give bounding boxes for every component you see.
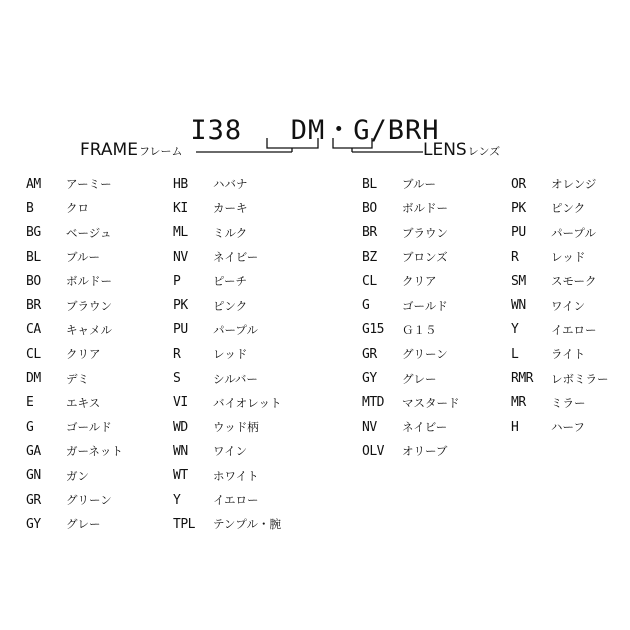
color-code-row [173, 196, 282, 220]
color-name: マスタード [402, 395, 460, 410]
color-code: AM [26, 176, 41, 192]
color-code-row [511, 366, 609, 390]
color-name: グレー [66, 517, 101, 532]
color-name: ブラウン [66, 298, 112, 313]
color-code-row [26, 318, 123, 342]
color-name: ボルドー [66, 274, 112, 289]
color-code: WN [511, 298, 526, 314]
color-code-row [362, 342, 460, 366]
color-name: レボミラー [551, 371, 609, 386]
color-name: ネイビー [402, 420, 448, 435]
color-code-row [173, 488, 282, 512]
color-code: GY [26, 516, 41, 532]
color-name: テンプル・腕 [213, 517, 281, 532]
color-code-row [362, 172, 460, 196]
color-code-row [173, 245, 282, 269]
color-code-row [173, 439, 282, 463]
color-code: BZ [362, 249, 377, 265]
color-code-row [173, 366, 282, 390]
color-code-row [362, 415, 460, 439]
color-code: CA [26, 322, 41, 338]
color-code: Y [511, 322, 519, 338]
lens-label: LENSレンズ [423, 140, 501, 160]
color-name: エキス [66, 395, 101, 410]
color-code: L [511, 346, 519, 362]
color-code-row [511, 415, 609, 439]
color-name: オレンジ [551, 177, 597, 192]
color-code: KI [173, 200, 188, 216]
color-code-row [362, 245, 460, 269]
lens-code: BRH [387, 115, 440, 146]
color-code: OR [511, 176, 526, 192]
color-name: ピンク [213, 298, 248, 313]
color-name: イエロー [551, 322, 597, 337]
color-name: ブルー [66, 250, 101, 265]
lens-colors-list-2 [511, 172, 609, 439]
color-name: パープル [213, 322, 258, 337]
color-code-row [362, 439, 460, 463]
color-code-row [26, 293, 123, 317]
color-code: MTD [362, 395, 384, 411]
color-name: クリア [402, 274, 437, 289]
color-code-row [362, 293, 460, 317]
color-name: カーキ [213, 201, 248, 216]
color-code: VI [173, 395, 188, 411]
color-name: ゴールド [66, 420, 112, 435]
color-code: G [26, 419, 34, 435]
color-name: デミ [66, 371, 89, 386]
color-code: Y [173, 492, 181, 508]
color-code: G [362, 298, 370, 314]
color-name: ワイン [213, 444, 248, 459]
color-code: WT [173, 468, 188, 484]
color-code: ML [173, 225, 188, 241]
color-code-row [511, 342, 609, 366]
color-code-row [26, 391, 123, 415]
color-code-row [26, 366, 123, 390]
color-name: シルバー [213, 371, 258, 386]
color-name: クロ [66, 201, 89, 216]
color-code: RMR [511, 371, 533, 387]
color-code: BR [362, 225, 377, 241]
color-name: ピーチ [213, 274, 248, 289]
color-code-row [26, 245, 123, 269]
color-code-row [26, 221, 123, 245]
color-name: オリーブ [402, 444, 448, 459]
color-name: ゴールド [402, 298, 448, 313]
color-code-row [173, 172, 282, 196]
color-name: キャメル [66, 322, 112, 337]
color-name: レッド [551, 250, 586, 265]
color-code-row [511, 293, 609, 317]
color-name: ミラー [551, 395, 586, 410]
color-code-row [26, 488, 123, 512]
model-number: I38 [190, 115, 243, 146]
color-code-row [362, 366, 460, 390]
color-name: ガーネット [66, 444, 123, 459]
color-code: CL [26, 346, 41, 362]
color-code-row [173, 391, 282, 415]
color-name: ピンク [551, 201, 586, 216]
color-code: TPL [173, 516, 195, 532]
color-name: ハーフ [551, 420, 585, 435]
color-name: グリーン [402, 347, 448, 362]
color-name: ブラウン [402, 225, 448, 240]
color-code-row [26, 512, 123, 536]
frame-label: FRAMEフレーム [80, 140, 183, 160]
color-code: WN [173, 443, 188, 459]
color-name: ライト [551, 347, 586, 362]
color-code: NV [173, 249, 188, 265]
color-code-row [173, 318, 282, 342]
color-code-row [26, 342, 123, 366]
color-code: GR [26, 492, 41, 508]
color-name: Ｇ１５ [402, 322, 437, 337]
frame-colors-list-2 [173, 172, 282, 536]
color-code: PU [173, 322, 188, 338]
color-name: ハバナ [213, 177, 248, 192]
color-name: グリーン [66, 493, 112, 507]
color-code: R [511, 249, 519, 265]
color-name: バイオレット [213, 395, 282, 410]
color-code-row [173, 342, 282, 366]
color-code: BG [26, 225, 41, 241]
color-name: ブロンズ [402, 250, 448, 265]
color-code: HB [173, 176, 188, 192]
color-code: WD [173, 419, 188, 435]
frame-code: DM・G [290, 115, 371, 146]
color-code-row [511, 318, 609, 342]
color-name: アーミー [66, 177, 112, 192]
color-code-row [362, 221, 460, 245]
color-name: パープル [551, 225, 596, 240]
color-code: GN [26, 468, 41, 484]
color-name: クリア [66, 347, 101, 362]
code-separator: / [370, 115, 388, 146]
color-code: G15 [362, 322, 384, 338]
color-code: SM [511, 273, 526, 289]
color-code-row [173, 512, 282, 536]
color-name: ネイビー [213, 250, 259, 265]
frame-colors-list-1 [26, 172, 123, 536]
color-code-row [511, 221, 609, 245]
color-name: レッド [213, 347, 248, 362]
color-code-row [511, 196, 609, 220]
color-code: BR [26, 298, 41, 314]
color-code: NV [362, 419, 377, 435]
color-code: MR [511, 395, 526, 411]
color-code-row [26, 269, 123, 293]
color-code: H [511, 419, 519, 435]
color-code: PK [173, 298, 188, 314]
color-code: BL [362, 176, 377, 192]
color-code-row [26, 196, 123, 220]
color-code: BL [26, 249, 41, 265]
color-code: E [26, 395, 34, 411]
color-code-row [26, 439, 123, 463]
color-code: GR [362, 346, 377, 362]
color-code-row [511, 269, 609, 293]
color-code: DM [26, 371, 41, 387]
color-code: OLV [362, 443, 384, 459]
color-code: PK [511, 200, 526, 216]
color-code-row [173, 269, 282, 293]
color-code: CL [362, 273, 377, 289]
color-name: ウッド柄 [213, 420, 259, 435]
color-name: ブルー [402, 177, 437, 192]
color-code-row [173, 415, 282, 439]
color-name: ガン [66, 468, 89, 483]
color-code: PU [511, 225, 526, 241]
color-code-row [362, 391, 460, 415]
color-name: ホワイト [213, 468, 259, 483]
color-code: GA [26, 443, 41, 459]
color-name: ボルドー [402, 201, 448, 216]
color-name: ベージュ [66, 225, 112, 240]
color-code-row [511, 391, 609, 415]
color-name: イエロー [213, 493, 259, 507]
color-code-row [173, 221, 282, 245]
color-code: P [173, 273, 181, 289]
color-code-row [26, 172, 123, 196]
color-code-row [173, 293, 282, 317]
color-code: GY [362, 371, 377, 387]
color-name: スモーク [551, 274, 597, 289]
color-name: ワイン [551, 298, 586, 313]
color-name: グレー [402, 371, 437, 386]
color-code: R [173, 346, 181, 362]
color-name: ミルク [213, 225, 248, 240]
color-code-row [26, 415, 123, 439]
color-code-row [26, 464, 123, 488]
color-code-row [362, 196, 460, 220]
color-code-row [511, 172, 609, 196]
color-code: BO [362, 200, 377, 216]
color-code: S [173, 371, 181, 387]
color-code: B [26, 200, 34, 216]
color-code-row [362, 269, 460, 293]
lens-colors-list-1 [362, 172, 460, 464]
color-code-row [173, 464, 282, 488]
color-code-row [362, 318, 460, 342]
color-code: BO [26, 273, 41, 289]
color-code-row [511, 245, 609, 269]
